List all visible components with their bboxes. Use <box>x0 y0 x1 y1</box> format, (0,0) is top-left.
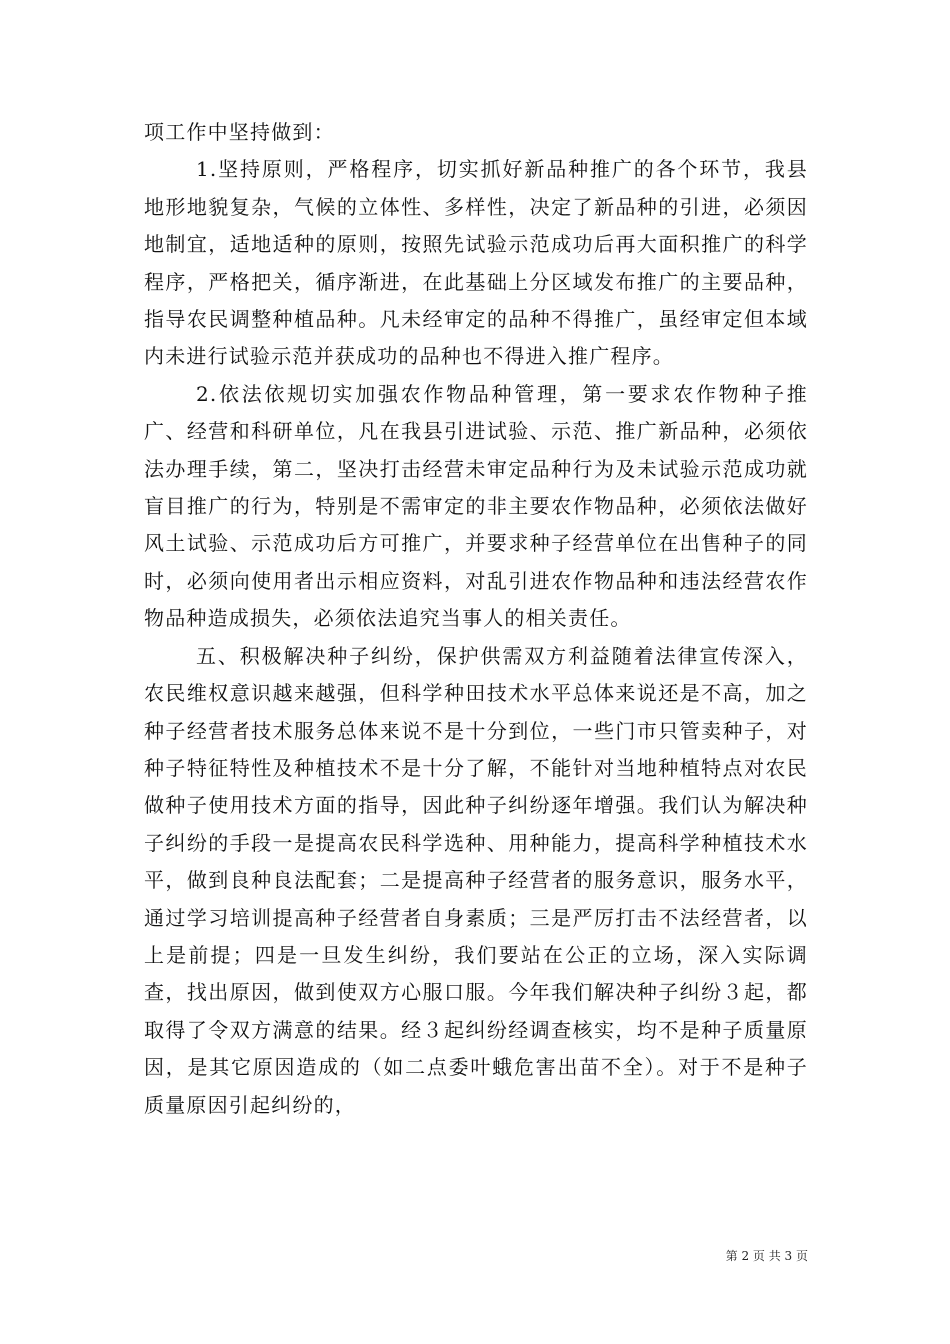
page-number-footer: 第 2 页 共 3 页 <box>725 1249 808 1263</box>
paragraph-item-2: 2.依法依规切实加强农作物品种管理，第一要求农作物种子推广、经营和科研单位，凡在我县引进试验、示范、推广新品种，必须依法办理手续，第二，坚决打击经营未审定品种行为及未试验示范成功就盲目推广的行为，特别是不需审定的非主要农作物品种，必须依法做好风土试验、示范成功后方可推广，并要求种子经营单位在出售种子的同时，必须向使用者出示相应资料，对乱引进农作物品种和违法经营农作物品种造成损失，必须依法追究当事人的相关责任。 <box>144 381 808 631</box>
paragraph-item-1: 1.坚持原则，严格程序，切实抓好新品种推广的各个环节，我县地形地貌复杂，气候的立体性、多样性，决定了新品种的引进，必须因地制宜，适地适种的原则，按照先试验示范成功后再大面积推广的科学程序，严格把关，循序渐进，在此基础上分区域发布推广的主要品种，指导农民调整种植品种。凡未经审定的品种不得推广，虽经审定但本域内未进行试验示范并获成功的品种也不得进入推广程序。 <box>144 157 808 369</box>
paragraph-section-5: 五、积极解决种子纠纷，保护供需双方利益随着法律宣传深入，农民维权意识越来越强，但科学种田技术水平总体来说还是不高，加之种子经营者技术服务总体来说不是十分到位，一些门市只管卖种子，对种子特征特性及种植技术不是十分了解，不能针对当地种植特点对农民做种子使用技术方面的指导，因此种子纠纷逐年增强。我们认为解决种子纠纷的手段一是提高农民科学选种、用种能力，提高科学种植技术水平，做到良种良法配套；二是提高种子经营者的服务意识，服务水平，通过学习培训提高种子经营者自身素质；三是严厉打击不法经营者，以上是前提；四是一旦发生纠纷，我们要站在公正的立场，深入实际调查，找出原因，做到使双方心服口服。今年我们解决种子纠纷３起，都取得了令双方满意的结果。经３起纠纷经调查核实，均不是种子质量原因，是其它原因造成的（如二点委叶蛾危害出苗不全）。对于不是种子质量原因引起纠纷的， <box>144 643 808 1117</box>
paragraph-continuation: 项工作中坚持做到： <box>144 120 335 144</box>
document-body <box>144 114 808 1124</box>
